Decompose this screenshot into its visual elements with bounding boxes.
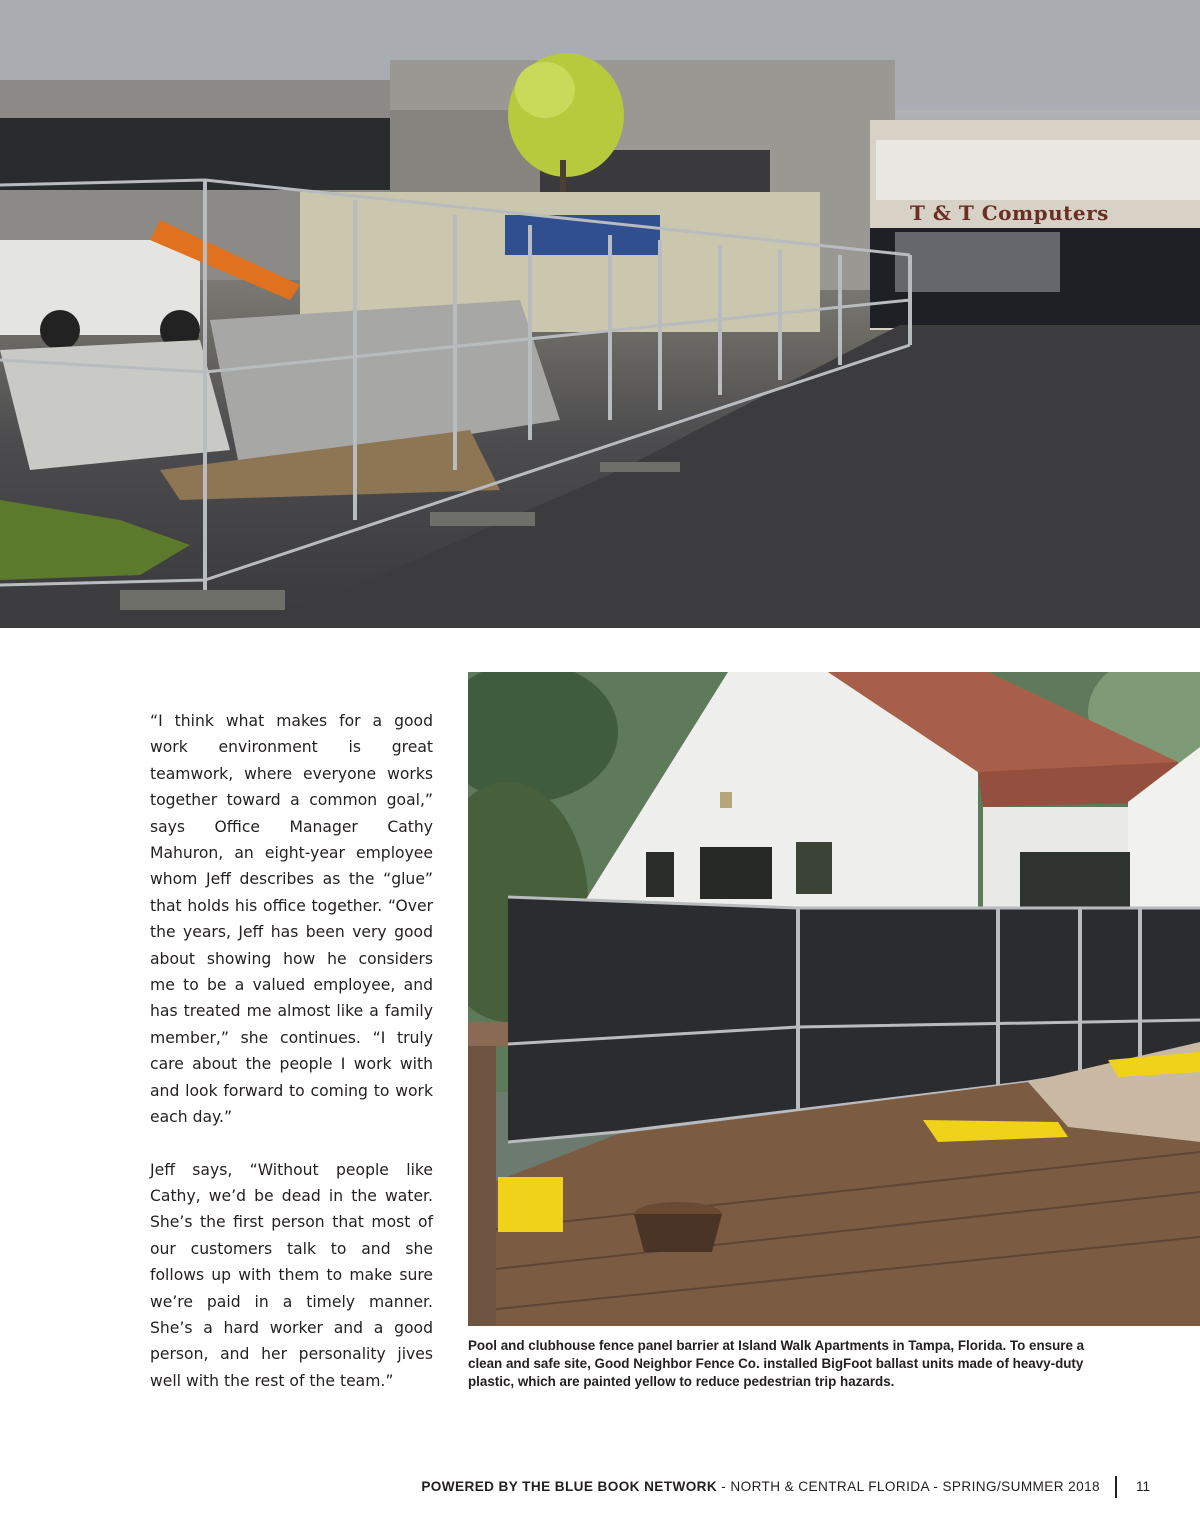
page-number: 11: [1136, 1479, 1151, 1494]
article-paragraph: “I think what makes for a good work environment is great teamwork, where everyone works together toward a common goal,” says Office Manager Cathy Mahuron, an eight-year employee whom Jeff describes as the “glue” that holds his office together. “Over the years, Jeff has been very good about showing how he considers me to be a valued employee, and has treated me almost like a family member,” she continues. “I truly care about the people I work with and look forward to coming to work each day.”: [150, 712, 433, 1127]
clubhouse-illustration: [468, 672, 1200, 1326]
photo-caption: Pool and clubhouse fence panel barrier at Island Walk Apartments in Tampa, Florida. To ensure a clean and safe site, Good Neighbor Fence Co. installed BigFoot ballast units made of heavy-duty plastic, which are painted yellow to reduce pedestrian trip hazards.: [468, 1338, 1085, 1389]
construction-site-photo: [0, 0, 1200, 628]
clubhouse-fence-photo: [468, 672, 1200, 1326]
footer-divider: [1115, 1476, 1117, 1498]
article-paragraph: Jeff says, “Without people like Cathy, we’d be dead in the water. She’s the first person that most of our customers talk to and she follows up with them to make sure we’re paid in a timely manner. She’s a hard worker and a good person, and her personality jives well with the rest of the team.”: [150, 1160, 433, 1390]
footer-edition: - NORTH & CENTRAL FLORIDA - SPRING/SUMMER 2018: [717, 1479, 1100, 1494]
construction-site-illustration: [0, 0, 1200, 628]
footer-brand: POWERED BY THE BLUE BOOK NETWORK: [421, 1479, 718, 1494]
page-footer: [380, 1479, 1100, 1494]
article-body: [150, 708, 433, 1420]
store-sign: T & T Computers: [910, 201, 1109, 225]
